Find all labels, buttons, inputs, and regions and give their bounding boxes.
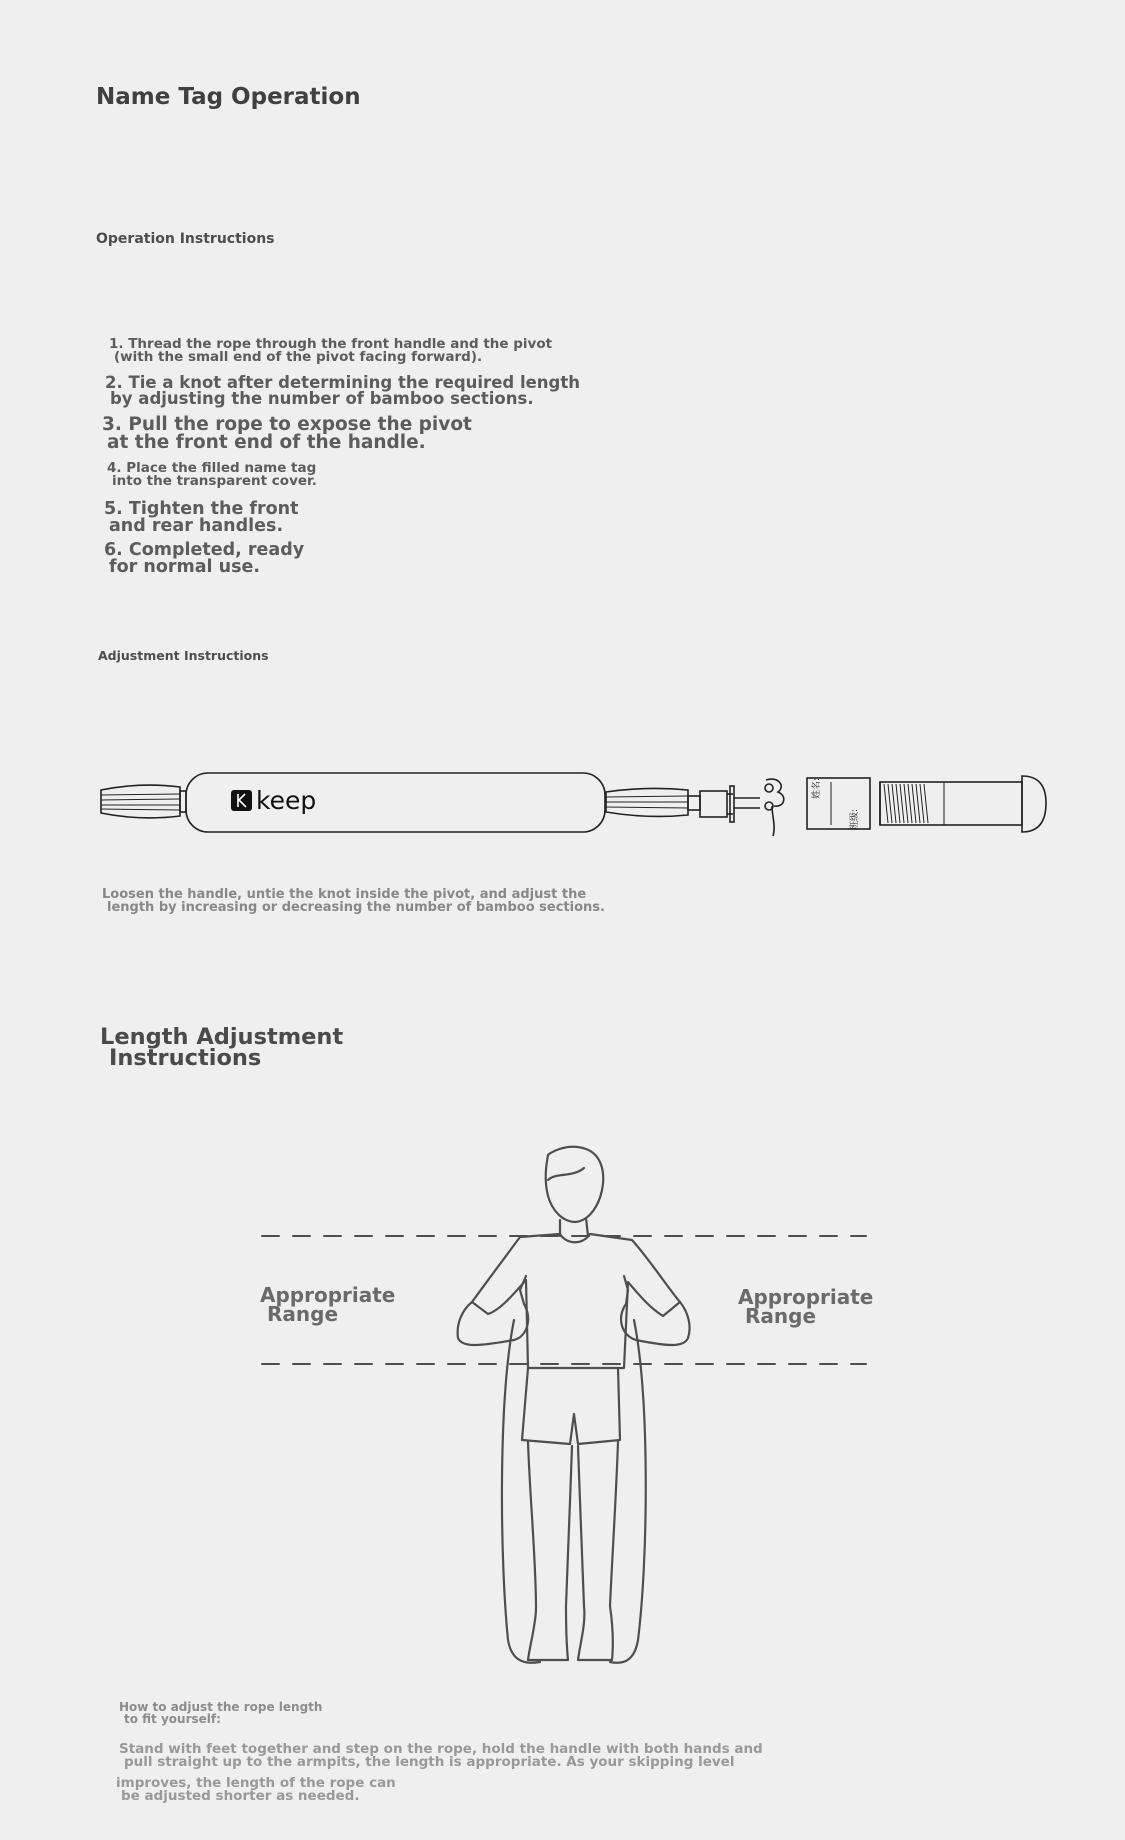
step-4-line2: into the transparent cover. [112,473,317,489]
howto-heading [119,1701,322,1725]
step-4-line1: 4. Place the filled name tag [107,460,317,476]
howto-line2: to fit yourself: [124,1712,221,1726]
desc-line3: improves, the length of the rope can [116,1775,396,1791]
page-title: Name Tag Operation [96,84,361,110]
tag-class-label: 班级: [850,808,860,830]
step-1-line2: (with the small end of the pivot facing forward). [114,349,483,365]
range-label-right [738,1285,874,1328]
length-heading-line2: Instructions [109,1045,262,1071]
step-6-line1: 6. Completed, ready [104,540,305,560]
step-2-line1: 2. Tie a knot after determining the required length [105,373,580,392]
howto-line1: How to adjust the rope length [119,1700,323,1714]
step-3-line1: 3. Pull the rope to expose the pivot [102,414,472,435]
step-5-line1: 5. Tighten the front [104,499,299,519]
step-1-line1: 1. Thread the rope through the front handle and the pivot [109,336,553,352]
step-5-line2: and rear handles. [109,516,284,536]
length-description [119,1743,763,1769]
brand-logo-text: keep [256,786,317,815]
step-6-line2: for normal use. [109,557,260,577]
step-3-line2: at the front end of the handle. [107,432,426,453]
range-right-line1: Appropriate [738,1285,874,1309]
tag-name-label: 姓名: [812,777,822,799]
adjustment-caption-line1: Loosen the handle, untie the knot inside the pivot, and adjust the [102,887,587,902]
adjustment-caption-line2: length by increasing or decreasing the number of bamboo sections. [107,900,605,915]
range-left-line2: Range [267,1302,339,1326]
desc-line2: pull straight up to the armpits, the length is appropriate. As your skipping level [124,1754,735,1770]
range-left-line1: Appropriate [260,1283,396,1307]
desc-line4: be adjusted shorter as needed. [121,1788,360,1804]
adjustment-heading: Adjustment Instructions [98,648,269,663]
operation-heading: Operation Instructions [96,231,275,247]
range-label-left [260,1283,396,1326]
length-description-cont [116,1777,396,1803]
desc-line1: Stand with feet together and step on the rope, hold the handle with both hands and [119,1741,763,1757]
range-right-line2: Range [745,1304,817,1328]
length-heading-line1: Length Adjustment [100,1024,344,1050]
step-2-line2: by adjusting the number of bamboo sections. [110,389,534,408]
